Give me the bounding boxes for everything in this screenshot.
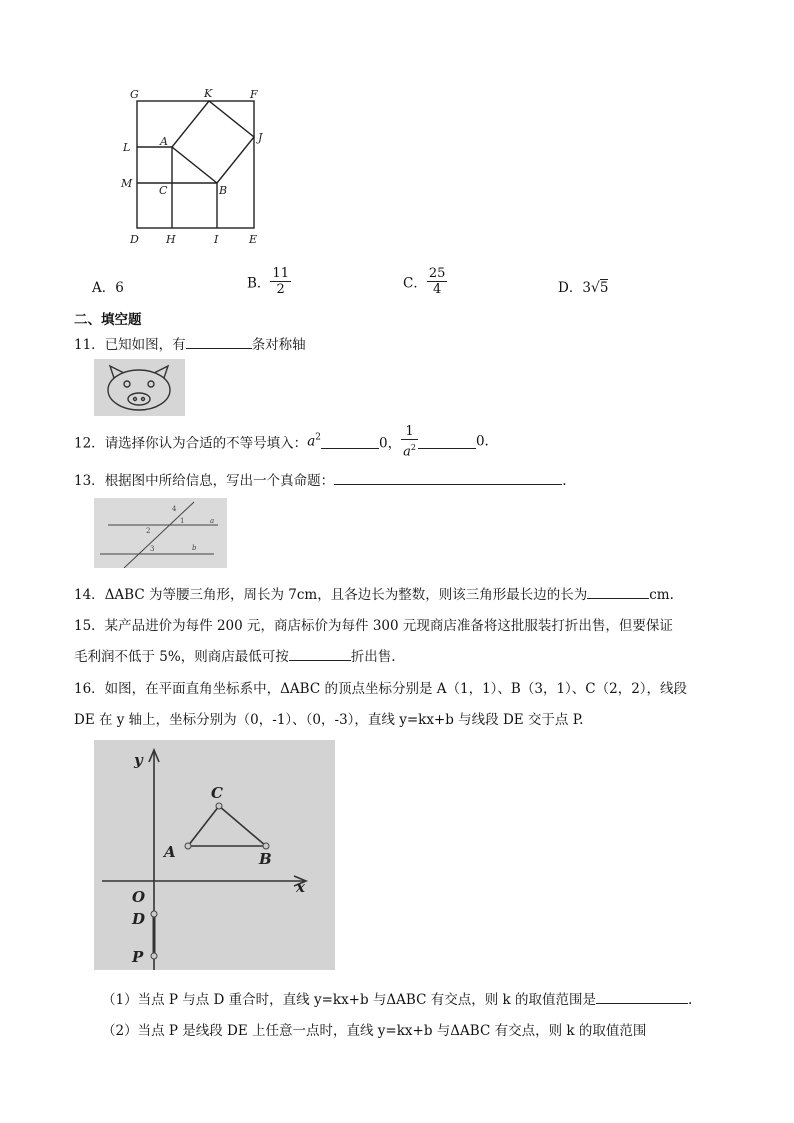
label-I: I	[214, 233, 219, 246]
label-F: F	[250, 88, 258, 101]
coordinate-plane-image	[94, 740, 335, 970]
label-C: C	[159, 184, 168, 197]
question-16-sub1: （1）当点 P 与点 D 重合时，直线 y=kx+b 与ΔABC 有交点，则 k 的取值范围是 .	[102, 992, 693, 1008]
question-12: 12．请选择你认为合适的不等号填入：$a^2$ 0， $\frac{1}{a^2}$ 0.	[74, 424, 489, 460]
label-D: D	[130, 233, 139, 246]
square-figure	[110, 84, 280, 254]
label-M: M	[121, 177, 133, 190]
label-K: K	[204, 87, 213, 100]
answer-blank-15	[289, 647, 351, 661]
answer-blank-16-1	[596, 990, 688, 1004]
axis-label-x: x	[296, 878, 305, 896]
label-J: J	[258, 131, 263, 144]
option-a: A．6	[92, 280, 124, 296]
question-13: 13．根据图中所给信息，写出一个真命题： .	[74, 473, 567, 489]
line-label-a: a	[210, 517, 215, 525]
point-label-C: C	[211, 784, 223, 802]
section-title: 二、填空题	[74, 312, 142, 328]
question-11: 11．已知如图，有 条对称轴	[74, 337, 306, 353]
question-16-sub2: （2）当点 P 是线段 DE 上任意一点时，直线 y=kx+b 与ΔABC 有交点，则 k 的取值范围	[102, 1023, 647, 1039]
answer-blank-12b	[418, 435, 476, 449]
answer-blank-14	[587, 585, 649, 599]
question-15-line1: 15．某产品进价为每件 200 元，商店标价为每件 300 元现商店准备将这批服装打折出售，但要保证	[74, 618, 673, 634]
fraction-b: $\frac{11}{2}$	[272, 266, 289, 297]
label-H: H	[166, 233, 176, 246]
point-label-D: D	[132, 910, 146, 928]
point-label-B: B	[259, 850, 272, 868]
label-L: L	[123, 141, 131, 154]
label-B: B	[219, 184, 228, 197]
fraction-c: $\frac{25}{4}$	[428, 266, 446, 297]
fraction-1-over-a2: $\frac{1}{a^2}$	[403, 424, 416, 460]
question-16-line2: DE 在 y 轴上，坐标分别为（0，-1）、（0，-3），直线 y=kx+b 与线段 DE 交于点 P.	[74, 712, 584, 728]
angle-label-1: 1	[180, 517, 185, 525]
point-label-P: P	[132, 948, 144, 966]
question-15-line2: 毛利润不低于 5%，则商店最低可按 折出售.	[74, 649, 396, 665]
answer-blank-13	[334, 471, 562, 485]
angle-label-4: 4	[172, 505, 177, 513]
label-A: A	[160, 135, 168, 148]
answer-blank-12a	[321, 435, 379, 449]
angle-label-3: 3	[150, 545, 155, 553]
option-b: B． $\frac{11}{2}$	[247, 266, 289, 297]
origin-label-O: O	[132, 888, 146, 906]
pig-face-image	[94, 359, 185, 416]
parallel-lines-image	[94, 498, 227, 568]
question-14: 14．ΔABC 为等腰三角形，周长为 7cm，且各边长为整数，则该三角形最长边的长为 cm.	[74, 587, 674, 603]
option-d: D．3√5	[558, 280, 609, 296]
angle-label-2: 2	[146, 527, 151, 535]
label-E: E	[249, 233, 258, 246]
question-16-line1: 16．如图，在平面直角坐标系中，ΔABC 的顶点坐标分别是 A（1，1）、B（3，1）、C（2，2），线段	[74, 681, 688, 697]
tilted-square	[172, 101, 254, 183]
triangle-abc	[188, 806, 266, 846]
label-G: G	[130, 88, 139, 101]
axis-label-y: y	[134, 751, 143, 769]
answer-blank-11	[186, 335, 252, 349]
line-label-b: b	[192, 544, 197, 552]
outer-square	[137, 101, 254, 228]
point-label-A: A	[164, 843, 176, 861]
option-c: C． $\frac{25}{4}$	[403, 266, 446, 297]
